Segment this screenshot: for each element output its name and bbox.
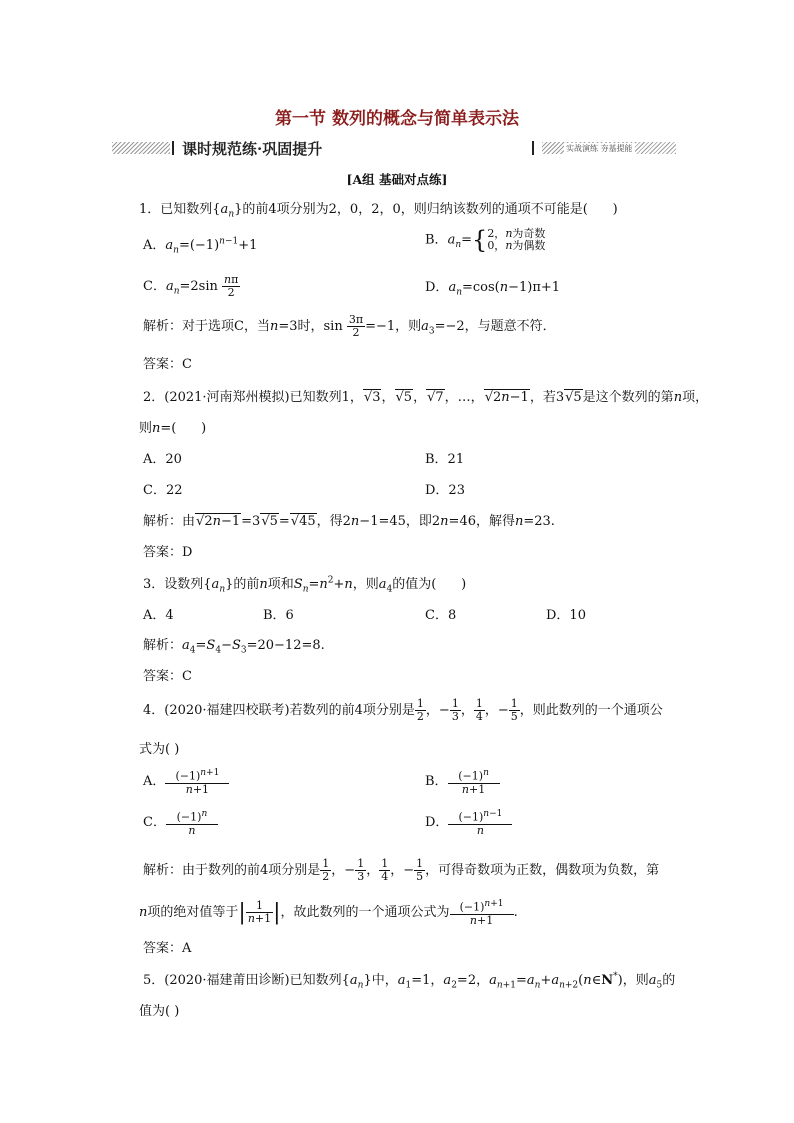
option-d: D．10 (546, 608, 586, 623)
question-stem: 5．(2020·福建莆田诊断)已知数列$\{a_n\}$中，$a_1=1$，$a_2=2$，$a_{n+1}=a_n+a_{n+2}(n\in N^*)$，则$a_5$的 (143, 971, 676, 991)
answer: 答案：C (143, 357, 192, 372)
option-a: A．$a_n=(-1)^{n-1}+1$ (143, 236, 258, 256)
option-d: D．$a_n=\cos(n-1)\pi+1$ (425, 280, 561, 298)
option-d: D． $\frac{(-1)^{n-1}}{n}$ (425, 808, 512, 837)
option-c: C．8 (425, 608, 457, 623)
answer: 答案：C (143, 669, 192, 684)
banner-title: 课时规范练·巩固提升 (182, 140, 323, 158)
question-stem: 3．设数列$\{a_n\}$的前n项和$S_n=n^2+n$，则$a_4$的值为( ) (143, 575, 467, 595)
question-stem-2: 式为( ) (139, 742, 180, 757)
option-a: A．20 (143, 452, 182, 467)
banner-bar-left (172, 141, 174, 155)
option-b: B．21 (425, 452, 465, 467)
option-a: A．4 (143, 608, 174, 623)
question-stem-2: 则n=( ) (139, 421, 207, 436)
banner-hatch-left (112, 142, 170, 154)
analysis: 解析：对于选项C，当n=3时，sin $\frac{3\pi}{2}$ =−1，则$a_3=-2$，与题意不符． (143, 313, 556, 339)
group-heading: [A组 基础对点练] (346, 172, 448, 187)
option-a: A． $\frac{(-1)^{n+1}}{n+1}$ (143, 767, 229, 796)
question-stem: 1．已知数列$\{a_n\}$的前4项分别为2，0，2，0，则归纳该数列的通项不可能是( ) (139, 202, 618, 220)
option-d: D．23 (425, 483, 465, 498)
analysis: 解析：$a_4=S_4-S_3=20-12=8$. (143, 638, 325, 656)
question-stem: 2．(2021·河南郑州模拟)已知数列1，√ 3，√ 5，√ 7，…，√ 2n−1，若3√ 5是这个数列的第n项， (143, 386, 708, 405)
banner-subtitle: 实战演练 夯基提能 (566, 144, 633, 153)
option-b: B．6 (263, 608, 294, 623)
analysis: 解析：由√ 2n−1=3√ 5=√ 45，得2n−1=45，即2n=46，解得n=23. (143, 510, 555, 529)
analysis: 解析：由于数列的前4项分别是 $\frac{1}{2}$ ，− $\frac{1}{3}$ ， $\frac{1}{4}$ ，− $\frac{1}{5}$ ，可得奇数项为正数，偶数项为负数，第 (143, 857, 660, 883)
option-c: C． $\frac{(-1)^n}{n}$ (143, 808, 218, 837)
banner-bar-right (532, 141, 534, 155)
answer: 答案：A (143, 941, 192, 956)
option-c: C．22 (143, 483, 183, 498)
answer: 答案：D (143, 545, 193, 560)
option-b: B．$a_n=\{2$，n为奇数 0，n为偶数 (425, 226, 546, 254)
section-banner (112, 139, 676, 157)
page-title: 第一节 数列的概念与简单表示法 (275, 109, 519, 129)
analysis-2: n项的绝对值等于| $\frac{1}{n+1}$ |，故此数列的一个通项公式为 $\frac{(-1)^{n+1}}{n+1}$ . (139, 898, 518, 927)
option-b: B． $\frac{(-1)^n}{n+1}$ (425, 767, 500, 796)
question-stem-2: 值为( ) (139, 1004, 180, 1019)
question-stem: 4．(2020·福建四校联考)若数列的前4项分别是 $\frac{1}{2}$ ，− $\frac{1}{3}$ ， $\frac{1}{4}$ ，− $\frac{1}{5}$ ，则此数列的一个通项公 (143, 697, 663, 723)
option-c: C．$a_n=2\sin$ $\frac{n\pi}{2}$ (143, 273, 239, 299)
